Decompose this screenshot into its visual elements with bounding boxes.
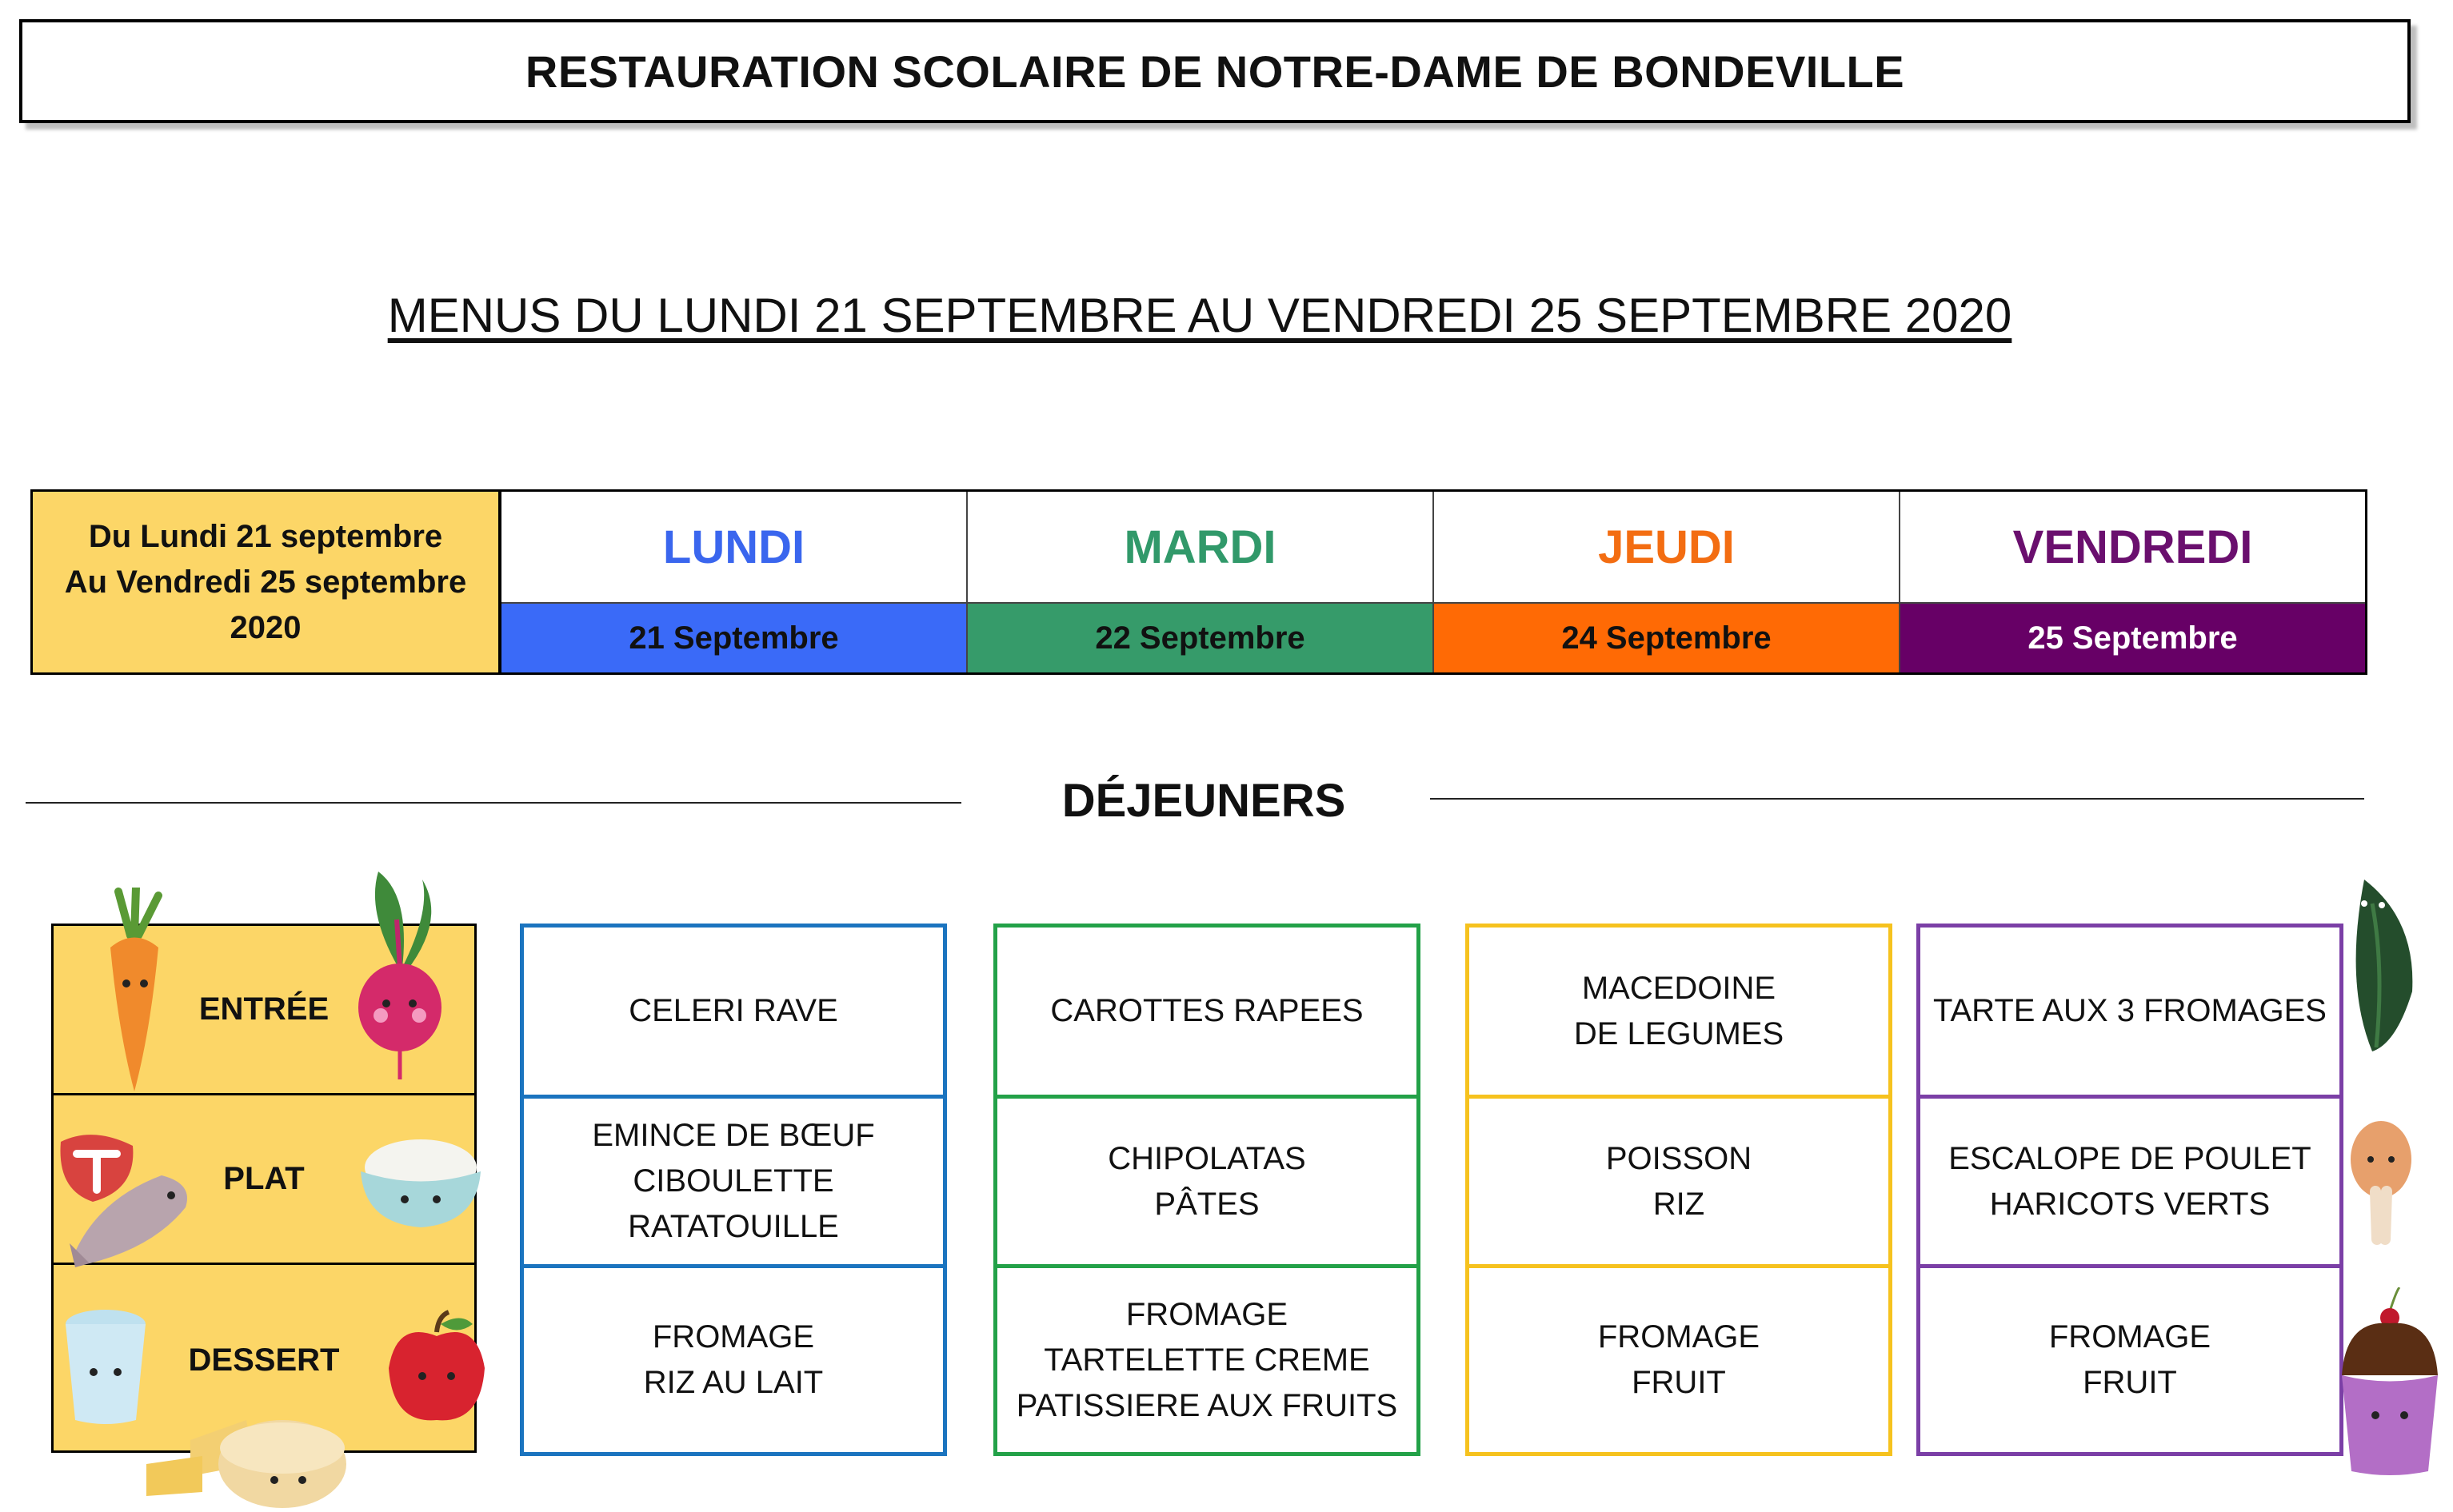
apple-icon bbox=[381, 1308, 493, 1428]
menu-card-mardi bbox=[993, 924, 1420, 1456]
page-title: RESTAURATION SCOLAIRE DE NOTRE-DAME DE BONDEVILLE bbox=[19, 19, 2411, 123]
day-date: 25 Septembre bbox=[1900, 604, 2365, 672]
course-dessert-label: DESSERT bbox=[188, 1342, 340, 1378]
day-date: 24 Septembre bbox=[1434, 604, 1899, 672]
beet-icon bbox=[342, 864, 454, 1087]
menu-period-title: MENUS DU LUNDI 21 SEPTEMBRE AU VENDREDI 25 SEPTEMBRE 2020 bbox=[387, 289, 2012, 342]
chicken-leg-icon bbox=[2345, 1111, 2417, 1255]
day-name: JEUDI bbox=[1434, 492, 1899, 604]
menu-card-vendredi bbox=[1916, 924, 2343, 1456]
dessert-cell: FROMAGE RIZ AU LAIT bbox=[643, 1319, 824, 1400]
day-name: VENDREDI bbox=[1900, 492, 2365, 604]
fish-icon bbox=[66, 1151, 202, 1271]
dessert-cell: FROMAGE FRUIT bbox=[2048, 1319, 2211, 1400]
menu-card-jeudi bbox=[1465, 924, 1892, 1456]
divider-left bbox=[26, 802, 961, 804]
day-name: MARDI bbox=[968, 492, 1432, 604]
carrot-icon bbox=[94, 888, 174, 1095]
course-plat-label: PLAT bbox=[54, 1095, 474, 1265]
plat-cell: CHIPOLATAS PÂTES bbox=[997, 1099, 1416, 1268]
entree-cell: TARTE AUX 3 FROMAGES bbox=[1920, 928, 2339, 1099]
plat-cell: EMINCE DE BŒUF CIBOULETTE RATATOUILLE bbox=[524, 1099, 943, 1268]
dessert-cell: FROMAGE FRUIT bbox=[1597, 1319, 1760, 1400]
dessert-cell: FROMAGE TARTELETTE CREME PATISSIERE AUX FRUITS bbox=[1016, 1296, 1398, 1423]
rice-bowl-icon bbox=[349, 1127, 493, 1231]
divider-right bbox=[1430, 798, 2364, 800]
section-title: DÉJEUNERS bbox=[1061, 775, 1346, 827]
date-range-label bbox=[33, 492, 501, 672]
menu-card-lundi bbox=[520, 924, 947, 1456]
day-column-lundi bbox=[501, 492, 968, 672]
day-column-mardi bbox=[968, 492, 1434, 672]
entree-cell: CELERI RAVE bbox=[524, 928, 943, 1099]
yogurt-icon bbox=[58, 1292, 154, 1428]
cupcake-icon bbox=[2334, 1287, 2446, 1479]
entree-cell: MACEDOINE DE LEGUMES bbox=[1469, 928, 1888, 1099]
day-column-jeudi bbox=[1434, 492, 1900, 672]
course-entree-label: ENTRÉE bbox=[54, 926, 474, 1095]
week-header-table bbox=[30, 489, 2367, 675]
entree-cell: CAROTTES RAPEES bbox=[997, 928, 1416, 1099]
day-name: LUNDI bbox=[501, 492, 966, 604]
day-column-vendredi bbox=[1900, 492, 2365, 672]
day-date: 22 Septembre bbox=[968, 604, 1432, 672]
date-range-text: Du Lundi 21 septembre Au Vendredi 25 septembre 2020 bbox=[64, 518, 467, 645]
plat-cell: POISSON RIZ bbox=[1469, 1099, 1888, 1268]
day-date: 21 Septembre bbox=[501, 604, 966, 672]
plat-cell: ESCALOPE DE POULET HARICOTS VERTS bbox=[1920, 1099, 2339, 1268]
spinach-icon bbox=[2340, 872, 2420, 1055]
cheese-icon bbox=[142, 1412, 350, 1512]
